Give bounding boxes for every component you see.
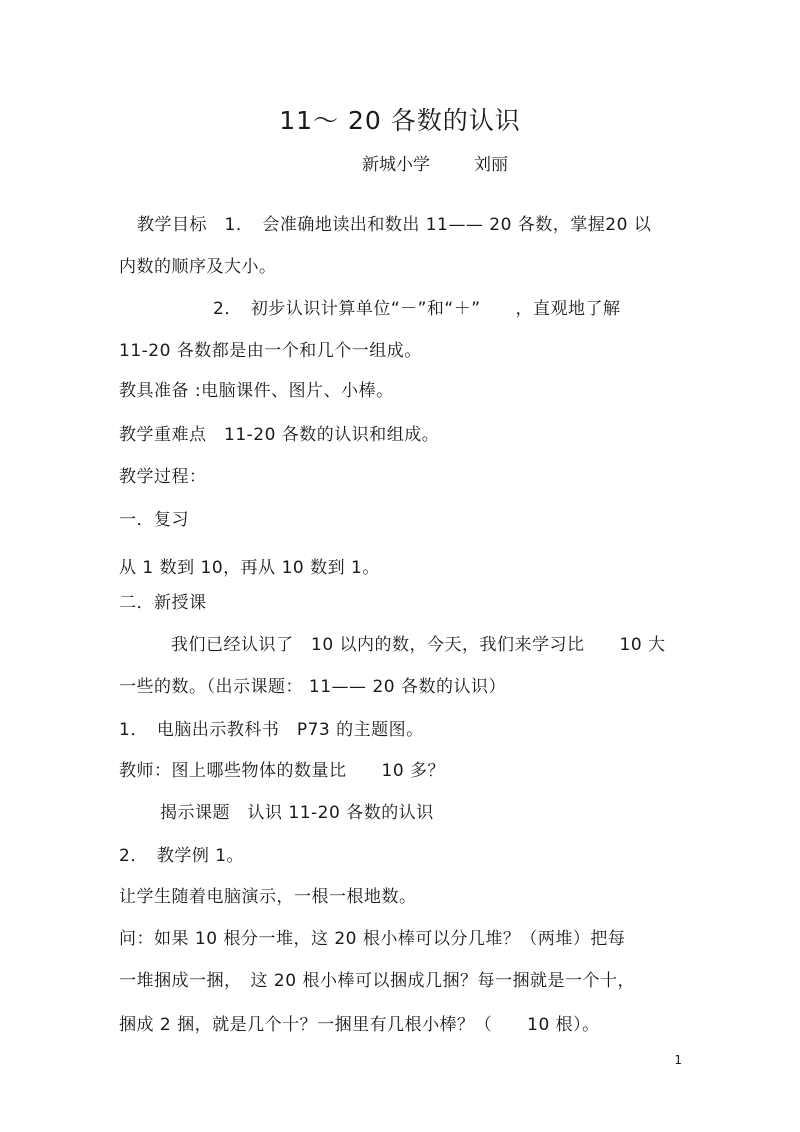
- paragraph-line: 内数的顺序及大小。: [119, 257, 277, 277]
- paragraph-line: 捆成 2 捆，就是几个十？一捆里有几根小棒？（ 10 根）。: [119, 1015, 600, 1035]
- document-title: 11～ 20 各数的认识: [279, 106, 521, 135]
- paragraph-line: 教学过程：: [119, 467, 207, 487]
- author-name: 刘丽: [474, 155, 508, 175]
- paragraph-line: 揭示课题 认识 11-20 各数的认识: [160, 803, 434, 823]
- paragraph-line: 一些的数。（出示课题： 11—— 20 各数的认识）: [119, 677, 506, 697]
- paragraph-line: 11-20 各数都是由一个和几个一组成。: [119, 341, 422, 361]
- paragraph-line: 让学生随着电脑演示，一根一根地数。: [119, 887, 417, 907]
- section-heading: 二．新授课: [119, 593, 207, 613]
- school-name: 新城小学: [362, 155, 430, 175]
- paragraph-line: 从 1 数到 10，再从 10 数到 1。: [119, 558, 380, 578]
- paragraph-line: 一堆捆成一捆， 这 20 根小棒可以捆成几捆？每一捆就是一个十，: [119, 971, 635, 991]
- section-heading: 一．复习: [119, 510, 189, 530]
- paragraph-line: 2． 初步认识计算单位“－”和“＋” ，直观地了解: [213, 299, 621, 319]
- paragraph-line: 教学目标 1． 会准确地读出和数出 11—— 20 各数，掌握20 以: [137, 215, 652, 235]
- paragraph-line: 教师：图上哪些物体的数量比 10 多？: [119, 761, 446, 781]
- page-number: 1: [674, 1053, 682, 1067]
- paragraph-line: 教学重难点 11-20 各数的认识和组成。: [119, 425, 440, 445]
- paragraph-line: 我们已经认识了 10 以内的数，今天，我们来学习比 10 大: [171, 635, 666, 655]
- paragraph-line: 问：如果 10 根分一堆，这 20 根小棒可以分几堆？（两堆）把每: [119, 929, 626, 949]
- paragraph-line: 教具准备 :电脑课件、图片、小棒。: [119, 381, 394, 401]
- paragraph-line: 1． 电脑出示教科书 P73 的主题图。: [119, 720, 424, 740]
- author-line: [362, 154, 508, 176]
- paragraph-line: 2． 教学例 1。: [119, 846, 245, 866]
